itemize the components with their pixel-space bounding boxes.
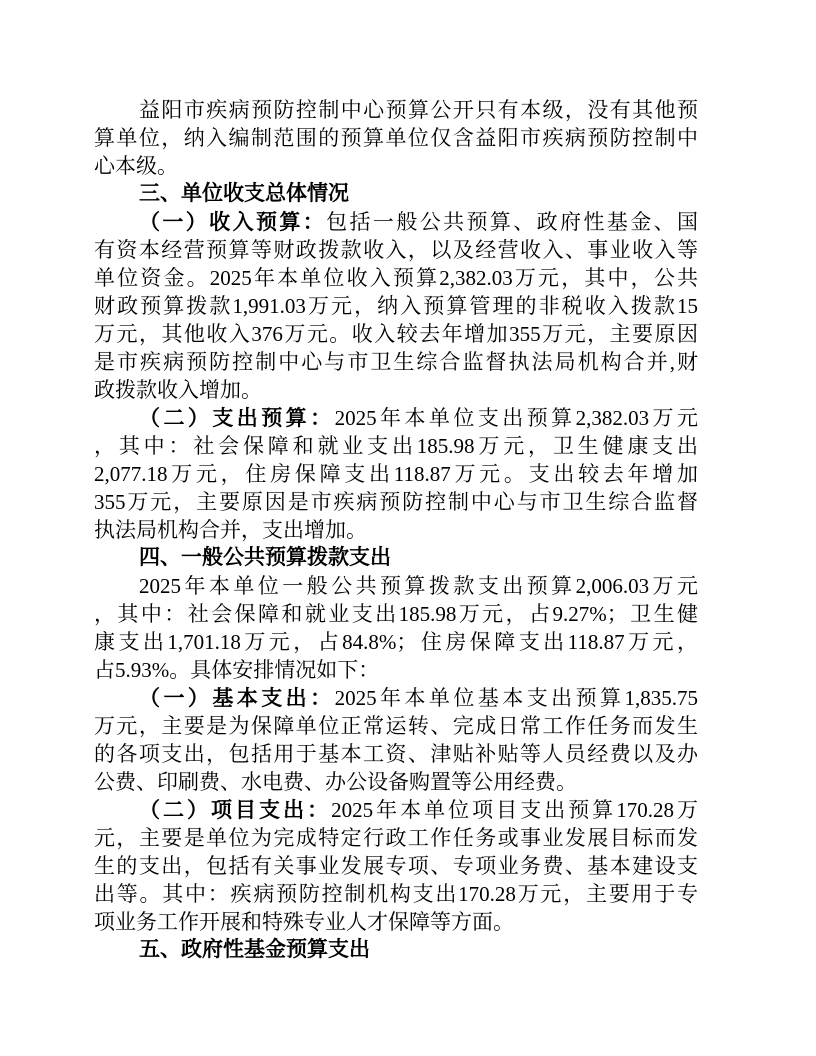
line-text: 2025年本单位支出预算2,382.03万元 xyxy=(334,406,698,430)
text-line xyxy=(94,628,698,656)
text-line xyxy=(94,852,698,880)
bold-run: （二）支出预算： xyxy=(139,407,335,430)
text-line xyxy=(94,488,698,516)
line-text: 项业务工作开展和特殊专业人才保障等方面。 xyxy=(94,910,514,934)
line-text: 生的支出，包括有关事业发展专项、专项业务费、基本建设支 xyxy=(94,854,698,878)
section-heading-4 xyxy=(94,544,698,572)
text-line xyxy=(94,460,698,488)
text-line xyxy=(94,516,698,544)
text-line xyxy=(94,208,698,236)
line-text: 的各项支出，包括用于基本工资、津贴补贴等人员经费以及办 xyxy=(94,742,698,766)
text-line xyxy=(94,320,698,348)
text-line xyxy=(94,404,698,432)
document-body xyxy=(94,96,698,964)
line-text: 万元，其他收入376万元。收入较去年增加355万元，主要原因 xyxy=(94,322,698,346)
line-text: 包括一般公共预算、政府性基金、国 xyxy=(326,210,699,234)
text-line xyxy=(94,152,698,180)
line-text: 出等。其中：疾病预防控制机构支出170.28万元，主要用于专 xyxy=(94,882,698,906)
heading-text: 五、政府性基金预算支出 xyxy=(139,938,370,961)
line-text: 益阳市疾病预防控制中心预算公开只有本级，没有其他预 xyxy=(139,98,698,122)
line-text: 占5.93%。具体安排情况如下： xyxy=(94,658,380,682)
line-text: 万元，主要是为保障单位正常运转、完成日常工作任务而发生 xyxy=(94,714,698,738)
text-line xyxy=(94,124,698,152)
line-text: 元，主要是单位为完成特定行政工作任务或事业发展目标而发 xyxy=(94,826,698,850)
text-line xyxy=(94,236,698,264)
text-line xyxy=(94,768,698,796)
line-text: 执法局机构合并，支出增加。 xyxy=(94,518,367,542)
text-line xyxy=(94,684,698,712)
line-text: 政拨款收入增加。 xyxy=(94,378,262,402)
line-text: 355万元，主要原因是市疾病预防控制中心与市卫生综合监督 xyxy=(94,490,698,514)
line-text: 2025年本单位项目支出预算170.28万 xyxy=(331,798,699,822)
line-text: 单位资金。2025年本单位收入预算2,382.03万元，其中，公共 xyxy=(94,266,698,290)
line-text: 心本级。 xyxy=(94,154,178,178)
line-text: 是市疾病预防控制中心与市卫生综合监督执法局机构合并,财 xyxy=(94,350,698,374)
line-text: ，其中：社会保障和就业支出185.98万元，占9.27%；卫生健 xyxy=(94,602,698,626)
line-text: 2025年本单位一般公共预算拨款支出预算2,006.03万元 xyxy=(139,574,698,598)
line-text: 财政预算拨款1,991.03万元，纳入预算管理的非税收入拨款15 xyxy=(94,294,698,318)
section-heading-3 xyxy=(94,180,698,208)
text-line xyxy=(94,348,698,376)
heading-text: 四、一般公共预算拨款支出 xyxy=(139,546,391,569)
bold-run: （一）基本支出： xyxy=(139,687,335,710)
line-text: 2,077.18万元，住房保障支出118.87万元。支出较去年增加 xyxy=(94,462,698,486)
bold-run: （一）收入预算： xyxy=(139,211,327,234)
text-line xyxy=(94,600,698,628)
line-text: 公费、印刷费、水电费、办公设备购置等公用经费。 xyxy=(94,770,577,794)
text-line xyxy=(94,908,698,936)
line-text: 算单位，纳入编制范围的预算单位仅含益阳市疾病预防控制中 xyxy=(94,126,698,150)
text-line xyxy=(94,432,698,460)
text-line xyxy=(94,824,698,852)
line-text: 2025年本单位基本支出预算1,835.75 xyxy=(334,686,698,710)
text-line xyxy=(94,656,698,684)
line-text: ，其中：社会保障和就业支出185.98万元，卫生健康支出 xyxy=(94,434,698,458)
bold-run: （二）项目支出： xyxy=(139,799,332,822)
text-line xyxy=(94,880,698,908)
text-line xyxy=(94,572,698,600)
text-line xyxy=(94,796,698,824)
text-line xyxy=(94,264,698,292)
section-heading-5 xyxy=(94,936,698,964)
text-line xyxy=(94,740,698,768)
heading-text: 三、单位收支总体情况 xyxy=(139,182,349,205)
line-text: 有资本经营预算等财政拨款收入，以及经营收入、事业收入等 xyxy=(94,238,698,262)
text-line xyxy=(94,376,698,404)
line-text: 康支出1,701.18万元，占84.8%；住房保障支出118.87万元， xyxy=(94,630,698,654)
text-line xyxy=(94,96,698,124)
text-line xyxy=(94,712,698,740)
text-line xyxy=(94,292,698,320)
